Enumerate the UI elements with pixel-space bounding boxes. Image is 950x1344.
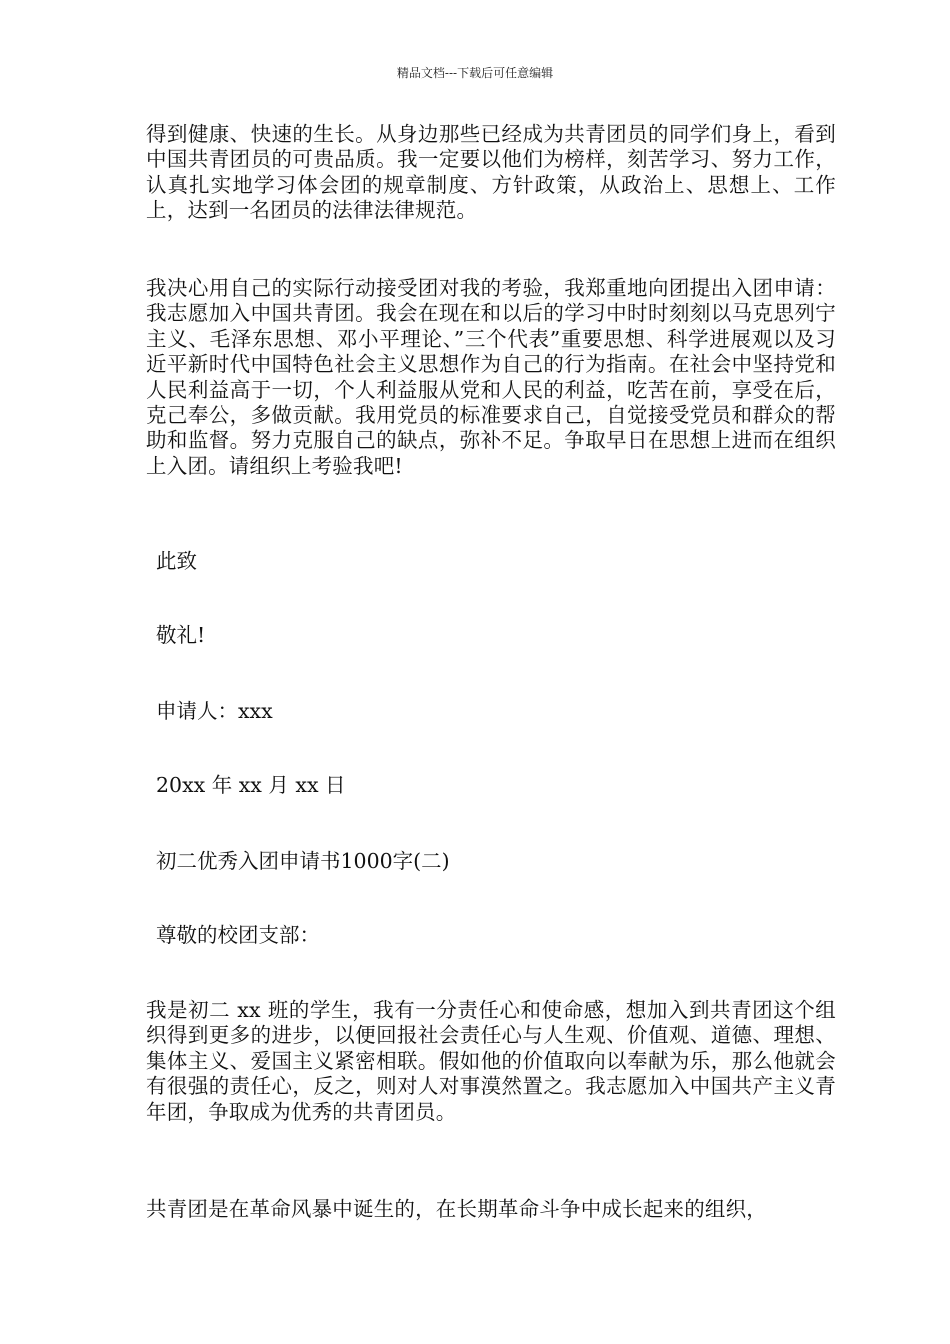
salutation-1: 此致 xyxy=(156,549,197,573)
greeting-line: 尊敬的校团支部： xyxy=(156,923,320,947)
paragraph-2: 我决心用自己的实际行动接受团对我的考验，我郑重地向团提出入团申请：我志愿加入中国共青团。我会在现在和以后的学习中时时刻刻以马克思列宁主义、毛泽东思想、邓小平理论、”三个代表”重要思想、科学进展观以及习近平新时代中国特色社会主义思想作为自己的行为指南。在社会中坚持党和人民利益高于一切，个人利益服从党和人民的利益，吃苦在前，享受在后，克己奉公，多做贡献。我用党员的标准要求自己，自觉接受党员和群众的帮助和监督。努力克服自己的缺点，弥补不足。争取早日在思想上进而在组织上入团。请组织上考验我吧! xyxy=(146,276,836,478)
date-line: 20xx 年 xx 月 xx 日 xyxy=(156,773,346,797)
paragraph-4: 共青团是在革命风暴中诞生的，在长期革命斗争中成长起来的组织， xyxy=(146,1197,767,1221)
paragraph-3: 我是初二 xx 班的学生，我有一分责任心和使命感，想加入到共青团这个组织得到更多的进步，以便回报社会责任心与人生观、价值观、道德、理想、集体主义、爱国主义紧密相联。假如他的价值取向以奉献为乐，那么他就会有很强的责任心，反之，则对人对事漠然置之。我志愿加入中国共产主义青年团，争取成为优秀的共青团员。 xyxy=(146,998,836,1124)
applicant-line: 申请人：xxx xyxy=(156,699,273,723)
salutation-2: 敬礼! xyxy=(156,623,206,647)
paragraph-1: 得到健康、快速的生长。从身边那些已经成为共青团员的同学们身上，看到中国共青团员的可贵品质。我一定要以他们为榜样，刻苦学习、努力工作，认真扎实地学习体会团的规章制度、方针政策，从政治上、思想上、工作上，达到一名团员的法律法律规范。 xyxy=(146,122,836,223)
section-title: 初二优秀入团申请书1000字(二) xyxy=(156,849,450,873)
page-header: 精品文档---下载后可任意编辑 xyxy=(396,66,554,80)
